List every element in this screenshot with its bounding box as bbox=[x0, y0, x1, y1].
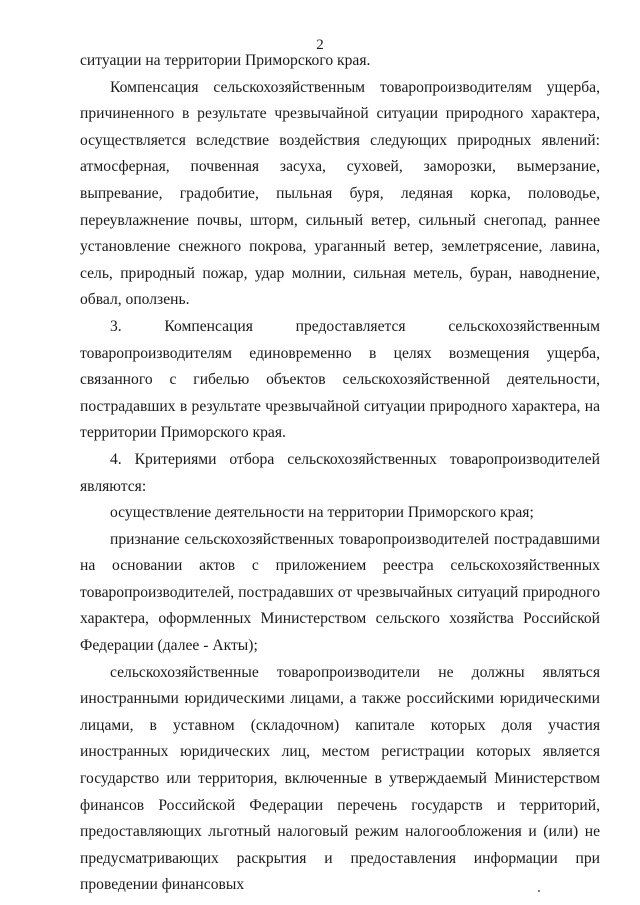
paragraph-item-3: 3. Компенсация предоставляется сельскохозяйственным товаропроизводителям единовременно в целях возмещения ущерба, связанного с гибелью объектов сельскохозяйственной деятельности, пострадавших в результате чрезвычайной ситуации природного характера, на территории Приморского края. bbox=[80, 317, 600, 442]
paragraph-item-4: 4. Критериями отбора сельскохозяйственных товаропроизводителей являются: bbox=[80, 450, 600, 495]
scan-speck bbox=[538, 890, 540, 892]
document-body bbox=[80, 48, 600, 899]
page-number: 2 bbox=[316, 37, 324, 53]
criterion-territory: осуществление деятельности на территории Приморского края; bbox=[110, 504, 534, 522]
paragraph-natural-phenomena: Компенсация сельскохозяйственным товаропроизводителям ущерба, причиненного в результате чрезвычайной ситуации природного характера, осуществляется вследствие воздействия следующих природных явлений: атмосферная, почвенная засуха, суховей, заморозки, вымерзание, выпревание, градобитие, пыльная буря, ледяная корка, половодье, переувлажнение почвы, шторм, сильный ветер, сильный снегопад, раннее установление снежного покрова, ураганный ветер, землетрясение, лавина, сель, природный пожар, удар молнии, сильная метель, буран, наводнение, обвал, оползень. bbox=[80, 78, 600, 309]
criterion-acts: признание сельскохозяйственных товаропроизводителей пострадавшими на основании актов с приложением реестра сельскохозяйственных товаропроизводителей, пострадавших от чрезвычайных ситуаций природного характера, оформленных Министерством сельского хозяйства Российской Федерации (далее - Акты); bbox=[80, 530, 600, 655]
criterion-foreign-entities: сельскохозяйственные товаропроизводители не должны являться иностранными юридическими лицами, а также российскими юридическими лицами, в уставном (складочном) капитале которых доля участия иностранных юридических лиц, местом регистрации которых является государство или территория, включенные в утверждаемый Министерством финансов Российской Федерации перечень государств и территорий, предоставляющих льготный налоговый режим налогообложения и (или) не предусматривающих раскрытия и предоставления информации при проведении финансовых bbox=[80, 663, 600, 894]
paragraph-continuation: ситуации на территории Приморского края. bbox=[80, 52, 371, 69]
